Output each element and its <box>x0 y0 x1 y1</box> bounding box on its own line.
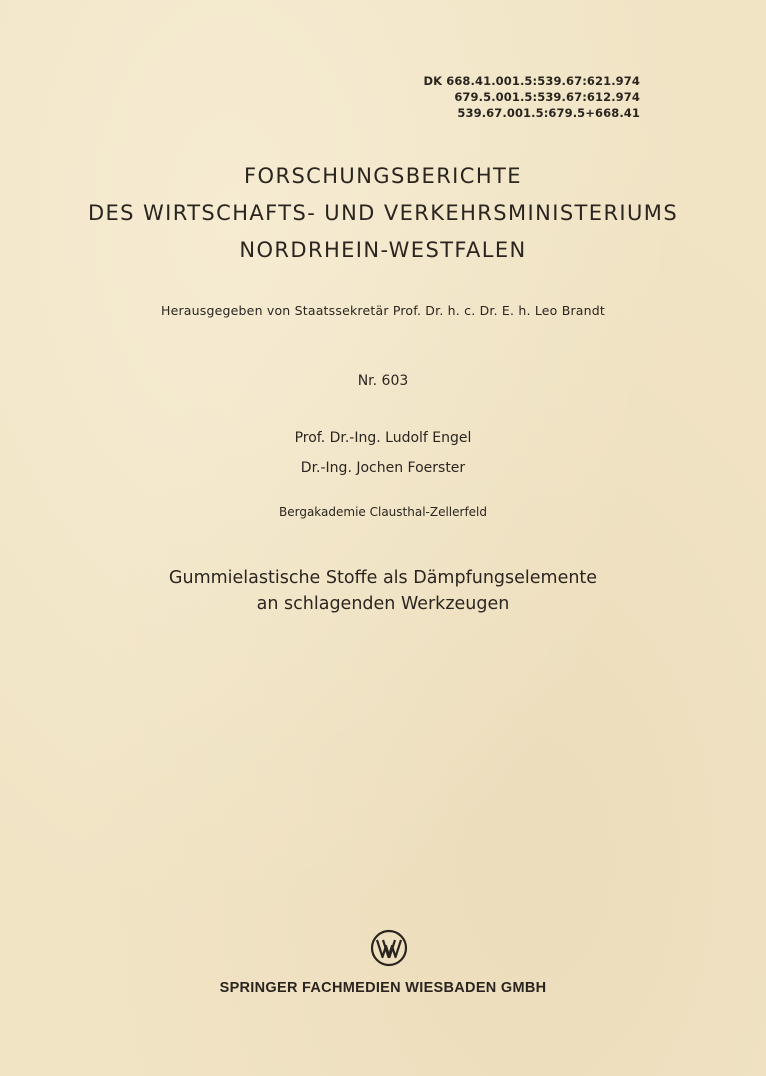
author-name: Prof. Dr.-Ing. Ludolf Engel <box>294 430 472 446</box>
authors <box>0 423 766 483</box>
publisher-name: SPRINGER FACHMEDIEN WIESBADEN GMBH <box>219 980 547 996</box>
dk-line: DK 668.41.001.5:539.67:621.974 <box>423 74 640 88</box>
dk-classification <box>423 73 640 121</box>
editor-line: Herausgegeben von Staatssekretär Prof. Dr. h. c. Dr. E. h. Leo Brandt <box>160 303 606 318</box>
dk-line: 539.67.001.5:679.5+668.41 <box>457 106 640 120</box>
series-title-line: NORDRHEIN-WESTFALEN <box>239 238 527 262</box>
dk-line: 679.5.001.5:539.67:612.974 <box>454 90 640 104</box>
report-number: Nr. 603 <box>357 373 409 389</box>
series-title-line: DES WIRTSCHAFTS- UND VERKEHRSMINISTERIUMS <box>87 201 679 225</box>
author-name: Dr.-Ing. Jochen Foerster <box>300 460 466 476</box>
institution: Bergakademie Clausthal-Zellerfeld <box>278 505 488 519</box>
springer-w-circle-icon <box>370 929 408 967</box>
book-title <box>0 565 766 617</box>
series-title-line: FORSCHUNGSBERICHTE <box>244 164 522 188</box>
book-title-line: an schlagenden Werkzeugen <box>256 594 510 614</box>
series-title <box>0 158 766 269</box>
book-title-line: Gummielastische Stoffe als Dämpfungselemente <box>168 568 598 588</box>
